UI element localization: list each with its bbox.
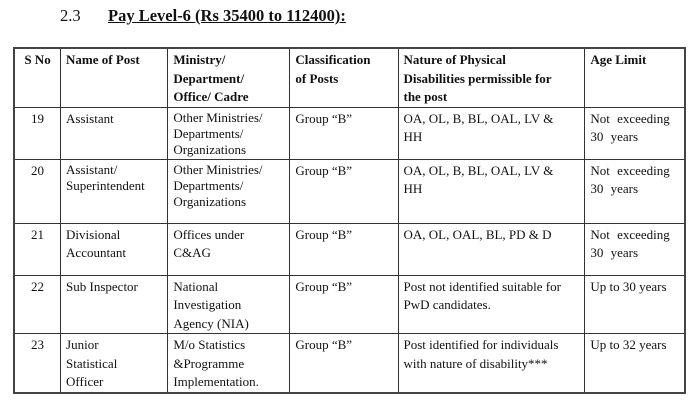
cell-age: Not exceeding 30 years [585, 223, 685, 275]
cell-post: Junior Statistical Officer [61, 334, 168, 393]
table-row [14, 275, 685, 334]
cell-classification: Group “B” [290, 159, 398, 223]
section-heading [60, 6, 346, 26]
cell-classification: Group “B” [290, 275, 398, 334]
header-post: Name of Post [61, 48, 168, 107]
cell-sno: 20 [14, 159, 61, 223]
cell-ministry: Other Ministries/ Departments/ Organizations [168, 159, 290, 223]
header-nature: Nature of Physical Disabilities permissible for the post [398, 48, 585, 107]
cell-ministry: Other Ministries/ Departments/ Organizations [168, 107, 290, 159]
section-title: Pay Level-6 (Rs 35400 to 112400): [108, 6, 346, 25]
header-sno: S No [14, 48, 61, 107]
table-row [14, 107, 685, 159]
cell-nature: Post identified for individuals with nature of disability*** [398, 334, 585, 393]
cell-post: Sub Inspector [61, 275, 168, 334]
cell-ministry: National Investigation Agency (NIA) [168, 275, 290, 334]
cell-age: Up to 30 years [585, 275, 685, 334]
header-age: Age Limit [585, 48, 685, 107]
pay-level-table [13, 47, 686, 394]
header-ministry: Ministry/ Department/ Office/ Cadre [168, 48, 290, 107]
cell-nature: OA, OL, B, BL, OAL, LV & HH [398, 159, 585, 223]
section-number: 2.3 [60, 6, 81, 25]
header-classification: Classification of Posts [290, 48, 398, 107]
table-row [14, 334, 685, 393]
cell-age: Up to 32 years [585, 334, 685, 393]
cell-age: Not exceeding 30 years [585, 107, 685, 159]
cell-sno: 22 [14, 275, 61, 334]
cell-post: Assistant [61, 107, 168, 159]
cell-post: Assistant/ Superintendent [61, 159, 168, 223]
cell-classification: Group “B” [290, 334, 398, 393]
cell-classification: Group “B” [290, 107, 398, 159]
cell-nature: Post not identified suitable for PwD candidates. [398, 275, 585, 334]
cell-post: Divisional Accountant [61, 223, 168, 275]
table-row [14, 223, 685, 275]
cell-ministry: M/o Statistics &Programme Implementation. [168, 334, 290, 393]
table-header-row [14, 48, 685, 107]
cell-nature: OA, OL, B, BL, OAL, LV & HH [398, 107, 585, 159]
cell-ministry: Offices under C&AG [168, 223, 290, 275]
cell-nature: OA, OL, OAL, BL, PD & D [398, 223, 585, 275]
table-row [14, 159, 685, 223]
cell-classification: Group “B” [290, 223, 398, 275]
cell-sno: 23 [14, 334, 61, 393]
cell-sno: 21 [14, 223, 61, 275]
cell-sno: 19 [14, 107, 61, 159]
cell-age: Not exceeding 30 years [585, 159, 685, 223]
